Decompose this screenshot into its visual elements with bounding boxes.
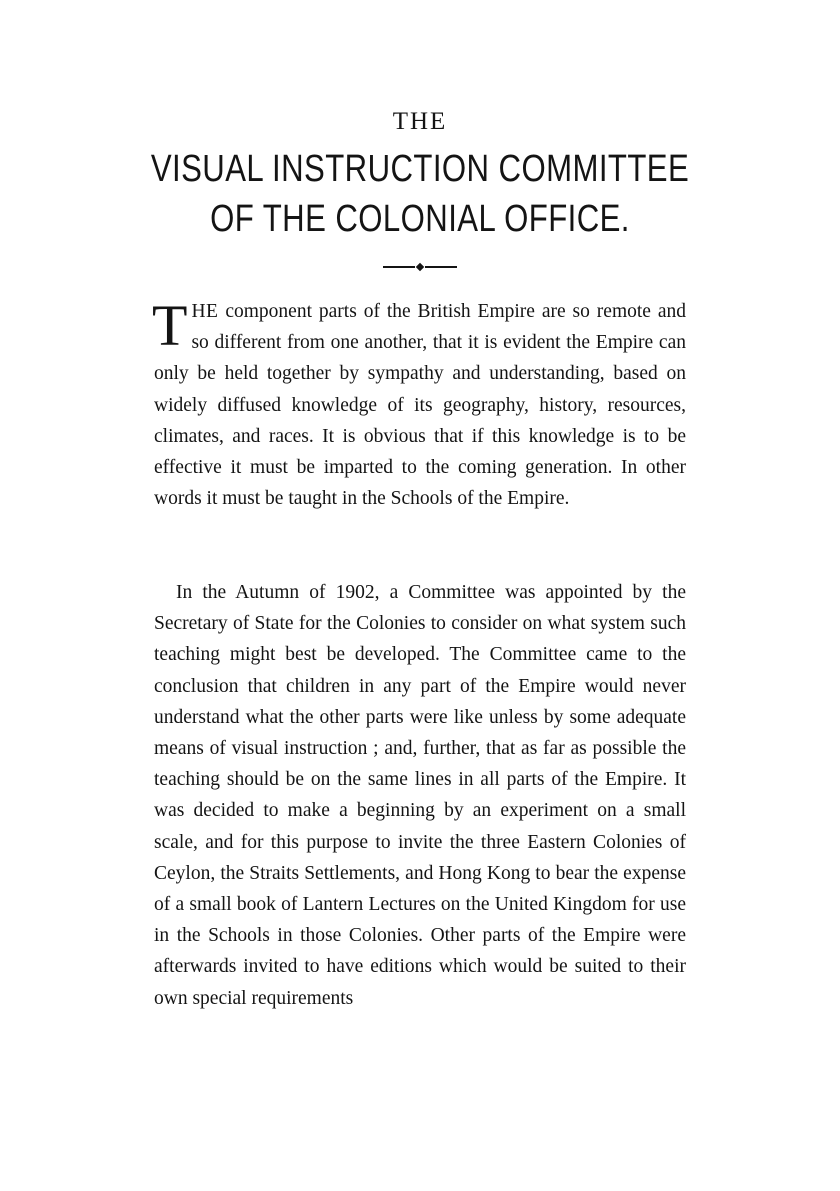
ornament-rule-left xyxy=(383,266,415,268)
paragraph-2: In the Autumn of 1902, a Committee was appointed by the Secretary of State for the Colonies to consider on what system such teaching might best be developed. The Committee came to the conclusion that children in any part of the Empire would never understand what the other parts were like unless by some adequate means of visual instruction ; and, further, that as far as possible the teaching should be on the same lines in all parts of the Empire. It was decided to make a beginning by an experiment on a small scale, and for this purpose to invite the three Eastern Colonies of Ceylon, the Straits Settlements, and Hong Kong to bear the expense of a small book of Lantern Lectures on the United Kingdom for use in the Schools in those Colonies. Other parts of the Empire were afterwards invited to have editions which would be suited to their own special requirements xyxy=(154,582,686,1009)
lead-caps: HE xyxy=(191,301,219,322)
rule-diamond-ornament-icon xyxy=(383,261,457,273)
paragraph-1 xyxy=(152,293,686,514)
paragraph-1-body: component parts of the British Empire are so remote and so different from one another, that it is evident the Empire can only be held together by sympathy and understanding, based on widely diffused knowledge of its geography, history, resources, climates, and races. It is obvious that if this knowledge is to be effective it must be imparted to the coming generation. In other words it must be taught in the Schools of the Empire. xyxy=(154,301,686,510)
ornament-diamond xyxy=(416,263,424,271)
heading-title-line-2: OF THE COLONIAL OFFICE. xyxy=(210,198,630,240)
heading-pre-title: THE xyxy=(392,108,448,135)
drop-cap: T xyxy=(152,293,188,358)
heading-title-line-1: VISUAL INSTRUCTION COMMITTEE xyxy=(150,148,690,190)
ornament-rule-right xyxy=(425,266,457,268)
